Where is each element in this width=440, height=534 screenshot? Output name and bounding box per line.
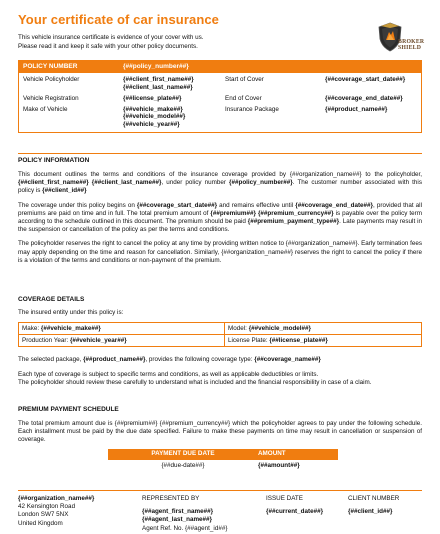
table-row <box>19 322 422 334</box>
coverage-table <box>18 322 422 347</box>
footer-organization: {##organization_name##} 42 Kensington Road London SW7 5NX United Kingdom <box>18 495 95 527</box>
policy-number-value: {##policy_number##} <box>123 62 189 70</box>
amount-column-header: AMOUNT <box>258 450 286 458</box>
page-title: Your certificate of car insurance <box>18 12 220 27</box>
coverage-package-text: The selected package, {##product_name##}, provides the following coverage type: {##coverage_name##} <box>18 355 321 363</box>
payment-schedule-section <box>18 406 422 472</box>
make-label: Make of Vehicle <box>23 105 68 113</box>
insurance-package-value: {##product_name##} <box>325 105 388 113</box>
coverage-note-2: The policyholder should review these carefully to understand what is included and the financial responsibility in case of a claim. <box>18 378 372 386</box>
end-of-cover-value: {##coverage_end_date##} <box>325 94 403 102</box>
registration-value: {##license_plate##} <box>123 94 182 102</box>
coverage-model-cell: Model: {##vehicle_model##} <box>225 322 422 334</box>
make-value: {##vehicle_make##} {##vehicle_model##} {##vehicle_year##} <box>123 105 186 129</box>
coverage-make-cell: Make: {##vehicle_make##} <box>19 322 225 334</box>
footer <box>18 490 422 533</box>
coverage-plate-cell: License Plate: {##license_plate##} <box>225 334 422 346</box>
end-of-cover-label: End of Cover <box>225 94 262 102</box>
policy-info-paragraph-3: The policyholder reserves the right to cancel the policy at any time by providing written notice to {##organization_name##}. Early termination fees may apply depending on the time and reason for cancellation. Similarly, {##organization_name##} reserves the right to cancel the policy if there is a violation of the terms and conditions or non-payment of the premium. <box>18 240 422 264</box>
policy-information-section <box>18 153 422 265</box>
coverage-note-1: Each type of coverage is subject to specific terms and conditions, as well as applicable deductibles or limits. <box>18 370 319 378</box>
coverage-details-title: COVERAGE DETAILS <box>18 296 85 303</box>
footer-represented-by: REPRESENTED BY {##agent_first_name##} {##agent_last_name##} Agent Ref. No. {##agent_id##} <box>142 495 228 532</box>
intro-line-1: This vehicle insurance certificate is evidence of your cover with us. <box>18 34 204 42</box>
payment-table <box>108 449 338 472</box>
section-divider <box>18 153 422 154</box>
logo-wordmark: BROKER SHIELD <box>398 39 425 52</box>
footer-client-number: CLIENT NUMBER {##client_id##} <box>348 495 400 516</box>
payment-paragraph: The total premium amount due is {##premium##} {##premium_currency##} which the policyholder agrees to pay under the following schedule. Each installment must be paid by the due date specified. Failure to make these payments on time may result in cancellation or suspension of coverage. <box>18 420 422 444</box>
table-row <box>108 460 338 472</box>
policy-summary-box <box>18 60 422 133</box>
policy-row-registration <box>19 95 421 103</box>
due-date-column-header: PAYMENT DUE DATE <box>151 450 215 458</box>
registration-label: Vehicle Registration <box>23 94 79 102</box>
table-row <box>19 334 422 346</box>
policy-info-paragraph-1: This document outlines the terms and conditions of the insurance coverage provided by {##organization_name##} to the policyholder, {##client_first_name##} {##client_last_name##}, under policy number {##policy_number##}. The customer number associated with this policy is {##client_id##} <box>18 171 422 195</box>
coverage-year-cell: Production Year: {##vehicle_year##} <box>19 334 225 346</box>
footer-issue-date: ISSUE DATE {##current_date##} <box>266 495 324 516</box>
policy-row-holder <box>19 76 421 92</box>
policy-row-make <box>19 106 421 130</box>
start-of-cover-value: {##coverage_start_date##} <box>325 76 406 83</box>
due-date-cell: {##due-date##} <box>161 461 205 469</box>
policy-number-header <box>19 61 421 73</box>
intro-line-2: Please read it and keep it safe with your other policy documents. <box>18 42 198 50</box>
amount-cell: {##amount##} <box>258 461 300 469</box>
payment-schedule-title: PREMIUM PAYMENT SCHEDULE <box>18 406 119 413</box>
policyholder-label: Vehicle Policyholder <box>23 76 80 83</box>
start-of-cover-label: Start of Cover <box>225 76 264 83</box>
coverage-details-section <box>18 296 422 387</box>
certificate-page <box>18 12 425 532</box>
policyholder-value: {##client_first_name##} {##client_last_name##} <box>123 76 194 91</box>
payment-table-header <box>108 449 338 460</box>
policy-info-paragraph-2: The coverage under this policy begins on {##coverage_start_date##} and remains effective until {##coverage_end_date##}, provided that all premiums are paid on time and in full. The total premium amount of {##premium##} {##premium_currency##} is payable over the policy term according to the schedule outlined in this document. The premium should be paid {##premium_payment_type##}. Late payments may result in the suspension or cancellation of the policy as per the terms and conditions. <box>18 201 422 234</box>
policy-number-label: POLICY NUMBER <box>23 62 78 70</box>
insurance-package-label: Insurance Package <box>225 105 279 113</box>
coverage-intro: The insured entity under this policy is: <box>18 309 124 317</box>
intro-text <box>18 34 425 52</box>
policy-information-title: POLICY INFORMATION <box>18 157 90 164</box>
